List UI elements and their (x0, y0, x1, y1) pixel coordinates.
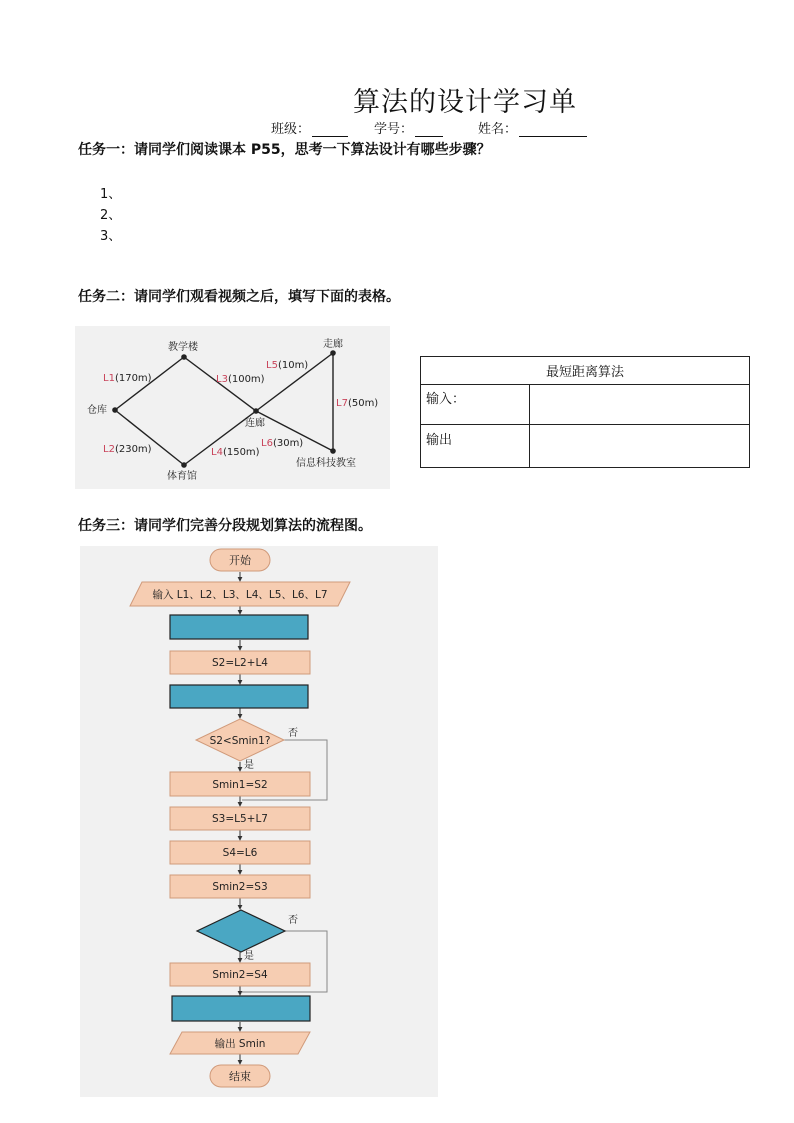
task3-heading: 任务三：请同学们完善分段规划算法的流程图。 (78, 518, 372, 534)
input-label: 输入： (421, 385, 530, 425)
flow-output-text: 输出 Smin (214, 1038, 266, 1050)
flow-end (210, 1065, 270, 1087)
node-it-classroom (330, 448, 336, 454)
flow-decision1-text: S2<Smin1? (209, 735, 271, 747)
edge-label-l5: L5(10m) (266, 360, 309, 371)
flow-s3-text: S3=L5+L7 (211, 813, 269, 825)
flow-smin1-text: Smin1=S2 (212, 779, 268, 791)
label-gym: 体育馆 (167, 471, 197, 482)
flow-process-smin2-s3 (170, 875, 310, 898)
flow-blank-box-3 (172, 996, 310, 1021)
name-label: 姓名： (478, 122, 518, 137)
edge-label-l6: L6(30m) (261, 438, 304, 449)
flow-start (210, 549, 270, 571)
step-item-1[interactable]: 1、 (100, 187, 122, 202)
node-teaching-building (181, 354, 187, 360)
name-blank[interactable] (519, 122, 587, 137)
flow-input (130, 582, 350, 606)
node-gym (181, 462, 187, 468)
flow-output (170, 1032, 310, 1054)
flow-no-label-2: 否 (288, 915, 298, 926)
student-info-row (271, 119, 587, 137)
label-corridor-top: 走廊 (323, 339, 343, 350)
flowchart-panel (80, 546, 438, 1097)
flow-no-label-1: 否 (288, 728, 298, 739)
output-cell[interactable] (530, 425, 750, 468)
flow-process-smin1 (170, 772, 310, 796)
table-title: 最短距离算法 (421, 357, 750, 385)
label-teaching-building: 教学楼 (168, 342, 198, 353)
node-corridor-top (330, 350, 336, 356)
flow-start-text: 开始 (229, 554, 251, 567)
flow-end-text: 结束 (229, 1070, 251, 1083)
flow-process-s2 (170, 651, 310, 674)
label-corridor-center: 连廊 (245, 418, 265, 429)
flow-yes-label-1: 是 (244, 760, 254, 771)
step-item-3[interactable]: 3、 (100, 229, 122, 244)
flow-blank-box-2 (170, 685, 308, 708)
flow-process-smin2-s4 (170, 963, 310, 986)
flow-smin2-s3-text: Smin2=S3 (212, 881, 268, 893)
edge-label-l2: L2(230m) (103, 444, 152, 455)
edge-l2 (115, 410, 184, 465)
flow-s4-text: S4=L6 (222, 847, 258, 859)
campus-map (75, 326, 390, 489)
page-title: 算法的设计学习单 (353, 87, 577, 118)
edge-label-l7: L7(50m) (336, 398, 379, 409)
flow-decision-1 (196, 719, 284, 761)
shortest-distance-table (420, 356, 750, 468)
flow-yes-label-2: 是 (244, 951, 254, 962)
flow-process-s3 (170, 807, 310, 830)
class-label: 班级： (271, 122, 311, 137)
class-blank[interactable] (312, 122, 348, 137)
task1-heading: 任务一：请同学们阅读课本 P55，思考一下算法设计有哪些步骤？ (78, 142, 491, 158)
flow-blank-box-1 (170, 615, 308, 639)
student-id-label: 学号： (374, 122, 414, 137)
node-warehouse (112, 407, 118, 413)
flow-smin2-s4-text: Smin2=S4 (212, 969, 268, 981)
flow-s2-text: S2=L2+L4 (211, 657, 269, 669)
label-warehouse: 仓库 (87, 405, 107, 416)
input-cell[interactable] (530, 385, 750, 425)
node-corridor-center (253, 408, 259, 414)
flow-blank-decision (197, 910, 285, 952)
task2-heading: 任务二：请同学们观看视频之后，填写下面的表格。 (78, 289, 400, 305)
flow-input-text: 输入 L1、L2、L3、L4、L5、L6、L7 (152, 589, 328, 601)
student-id-blank[interactable] (415, 122, 443, 137)
step-item-2[interactable]: 2、 (100, 208, 122, 223)
output-label: 输出 (421, 425, 530, 468)
flow-process-s4 (170, 841, 310, 864)
edge-label-l1: L1(170m) (103, 373, 152, 384)
edge-label-l4: L4(150m) (211, 447, 260, 458)
edge-label-l3: L3(100m) (216, 374, 265, 385)
label-it-classroom: 信息科技教室 (296, 458, 356, 469)
